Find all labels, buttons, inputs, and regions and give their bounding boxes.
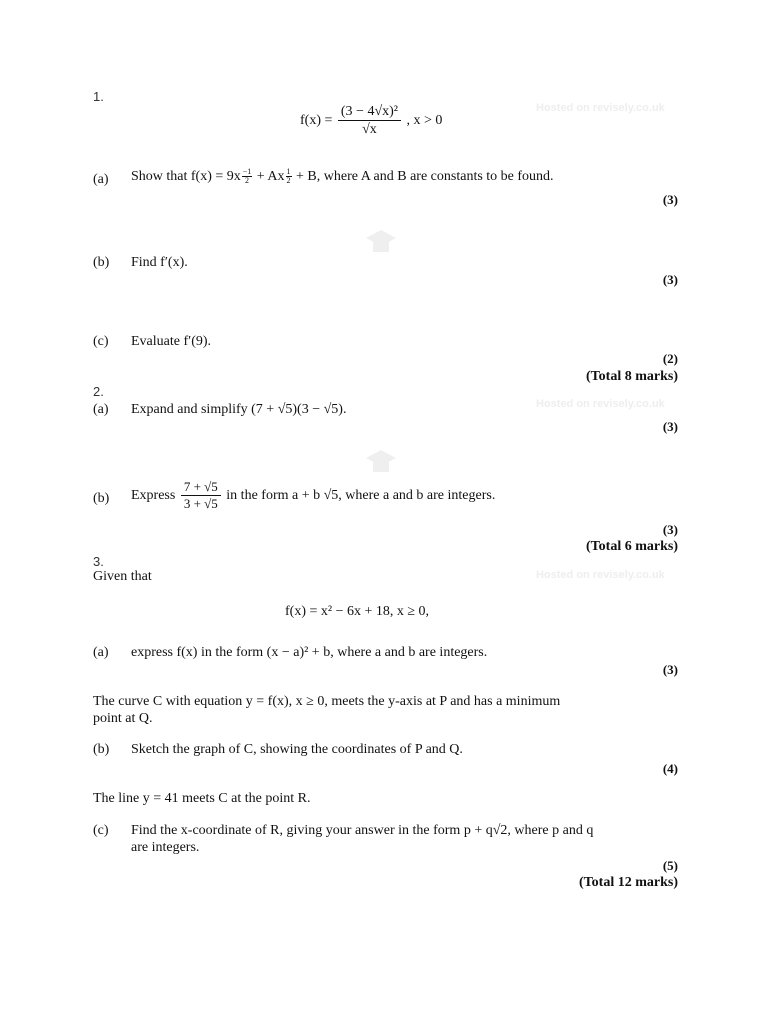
def-numerator: (3 − 4√x)²	[338, 104, 401, 121]
intro-text: Given that	[93, 569, 152, 584]
marks: (3)	[662, 522, 678, 537]
part-label: (b)	[93, 491, 110, 506]
watermark-text: Hosted on revisely.co.uk	[536, 398, 665, 410]
part-label: (a)	[93, 172, 109, 187]
part-label: (c)	[93, 334, 109, 349]
part-label: (b)	[93, 255, 110, 270]
question-number: 1.	[93, 89, 104, 104]
graduation-cap-icon	[365, 228, 397, 256]
marks: (3)	[662, 192, 678, 207]
marks: (3)	[662, 272, 678, 287]
part-text: are integers.	[131, 840, 200, 855]
def-condition: , x > 0	[406, 113, 443, 129]
exponent-numerator: 1	[247, 167, 252, 177]
function-definition	[300, 104, 442, 138]
curve-text: point at Q.	[93, 711, 153, 726]
part-text: express f(x) in the form (x − a)² + b, where a and b are integers.	[131, 645, 488, 660]
line-text: The line y = 41 meets C at the point R.	[93, 791, 311, 806]
def-denominator: √x	[362, 122, 377, 138]
part-text: Expand and simplify (7 + √5)(3 − √5).	[131, 402, 347, 417]
exponent-fraction	[286, 168, 292, 185]
function-definition: f(x) = x² − 6x + 18, x ≥ 0,	[285, 604, 430, 619]
part-label: (c)	[93, 823, 109, 838]
part-text: Find the x-coordinate of R, giving your answer in the form p + q√2, where p and q	[131, 823, 594, 838]
part-text-segment: Show that f(x) = 9x	[131, 169, 241, 184]
part-label: (a)	[93, 402, 109, 417]
def-lhs: f(x) =	[300, 113, 333, 129]
exponent-fraction: $\frac{-1}{2}$	[242, 167, 252, 186]
express-fraction	[181, 480, 221, 512]
part-text: Find f′(x).	[131, 255, 188, 270]
part-text-segment: + Ax	[253, 169, 285, 184]
total-marks: (Total 8 marks)	[585, 369, 678, 384]
exponent-numerator: 1	[286, 167, 291, 177]
part-text-segment: Express	[131, 488, 176, 504]
fraction-denominator: 3 + √5	[183, 496, 218, 512]
part-text-segment: + B, where A and B are constants to be found.	[292, 169, 554, 184]
watermark-text: Hosted on revisely.co.uk	[536, 569, 665, 581]
part-label: (a)	[93, 645, 109, 660]
graduation-cap-icon	[365, 448, 397, 476]
question-number: 3.	[93, 554, 104, 569]
marks: (2)	[662, 351, 678, 366]
exponent-denominator: 2	[286, 176, 291, 186]
part-text	[131, 480, 495, 512]
part-label: (b)	[93, 742, 110, 757]
marks: (3)	[662, 419, 678, 434]
part-text-segment: in the form a + b √5, where a and b are integers.	[226, 488, 496, 504]
exponent-denominator: 2	[245, 176, 250, 186]
marks: (4)	[662, 761, 678, 776]
marks: (3)	[662, 662, 678, 677]
total-marks: (Total 6 marks)	[585, 539, 678, 554]
total-marks: (Total 12 marks)	[578, 875, 678, 890]
watermark-text: Hosted on revisely.co.uk	[536, 102, 665, 114]
part-text: Sketch the graph of C, showing the coordinates of P and Q.	[131, 742, 463, 757]
fraction-numerator: 7 + √5	[181, 480, 221, 496]
question-number: 2.	[93, 384, 104, 399]
part-text	[131, 166, 554, 188]
def-fraction	[338, 104, 401, 138]
curve-text: The curve C with equation y = f(x), x ≥ 0, meets the y-axis at P and has a minimum	[93, 694, 561, 709]
part-text: Evaluate f′(9).	[131, 334, 212, 349]
marks: (5)	[662, 858, 678, 873]
